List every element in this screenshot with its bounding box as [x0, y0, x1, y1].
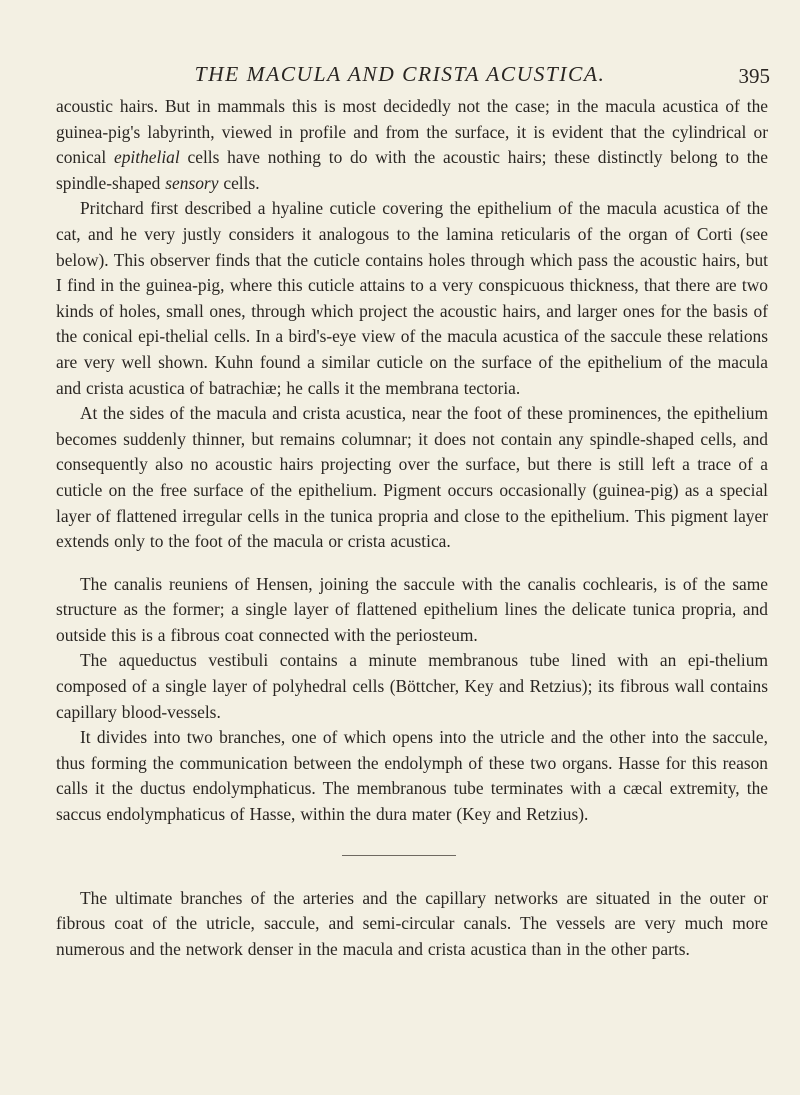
- running-title: THE MACULA AND CRISTA ACUSTICA.: [194, 62, 606, 86]
- italic-term: epithelial: [114, 147, 180, 168]
- paragraph: It divides into two branches, one of which opens into the utricle and the other into the saccule, thus forming the communication between the endolymph of these two organs. Hasse for this reason calls it the ductus endolymphaticus. The membranous tube terminates with a cæcal extremity, the saccus endolymphaticus of Hasse, within the dura mater (Key and Retzius).: [56, 727, 768, 825]
- paragraph: [56, 94, 768, 196]
- text-run: cells have nothing to do with the acoustic hairs; these distinctly belong to the spindle-shaped: [56, 147, 768, 193]
- text-run: acoustic hairs. But in mammals this is most decidedly not the case; in the macula acustica of the guinea-pig's labyrinth, viewed in profile and from the surface, it is evident that the cylindrical or conical: [56, 96, 768, 168]
- paragraph: Pritchard first described a hyaline cuticle covering the epithelium of the macula acustica of the cat, and he very justly considers it analogous to the lamina reticularis of the organ of Corti (see below). This observer finds that the cuticle contains holes through which pass the acoustic hairs, but I find in the guinea-pig, where this cuticle attains to a very conspicuous thickness, that there are two kinds of holes, small ones, through which project the acoustic hairs, and larger ones for the basis of the conical epi-thelial cells. In a bird's-eye view of the macula acustica of the saccule these relations are very well shown. Kuhn found a similar cuticle on the surface of the epithelium of the macula and crista acustica of batrachiæ; he calls it the membrana tectoria.: [56, 198, 768, 398]
- paragraph: At the sides of the macula and crista acustica, near the foot of these prominences, the epithelium becomes suddenly thinner, but remains columnar; it does not contain any spindle-shaped cells, and consequently also no acoustic hairs projecting over the surface, but there is still left a trace of a cuticle on the free surface of the epithelium. Pigment occurs occasionally (guinea-pig) as a special layer of flattened irregular cells in the tunica propria and close to the epithelium. This pigment layer extends only to the foot of the macula or crista acustica.: [56, 403, 768, 552]
- section-divider: [342, 855, 456, 856]
- paragraph: The canalis reuniens of Hensen, joining the saccule with the canalis cochlearis, is of the same structure as the former; a single layer of flattened epithelium lines the delicate tunica propria, and outside this is a fibrous coat connected with the periosteum.: [56, 573, 768, 645]
- paragraph: The ultimate branches of the arteries and the capillary networks are situated in the outer or fibrous coat of the utricle, saccule, and semi-circular canals. The vessels are very much more numerous and the network denser in the macula and crista acustica than in the other parts.: [56, 887, 768, 959]
- page-header: [0, 62, 800, 92]
- page-number: 395: [738, 64, 770, 88]
- paragraph: The aqueductus vestibuli contains a minute membranous tube lined with an epi-thelium composed of a single layer of polyhedral cells (Böttcher, Key and Retzius); its fibrous wall contains capillary blood-vessels.: [56, 650, 768, 722]
- body-text: [56, 94, 768, 962]
- italic-term: sensory: [165, 172, 219, 193]
- text-run: cells.: [218, 172, 260, 193]
